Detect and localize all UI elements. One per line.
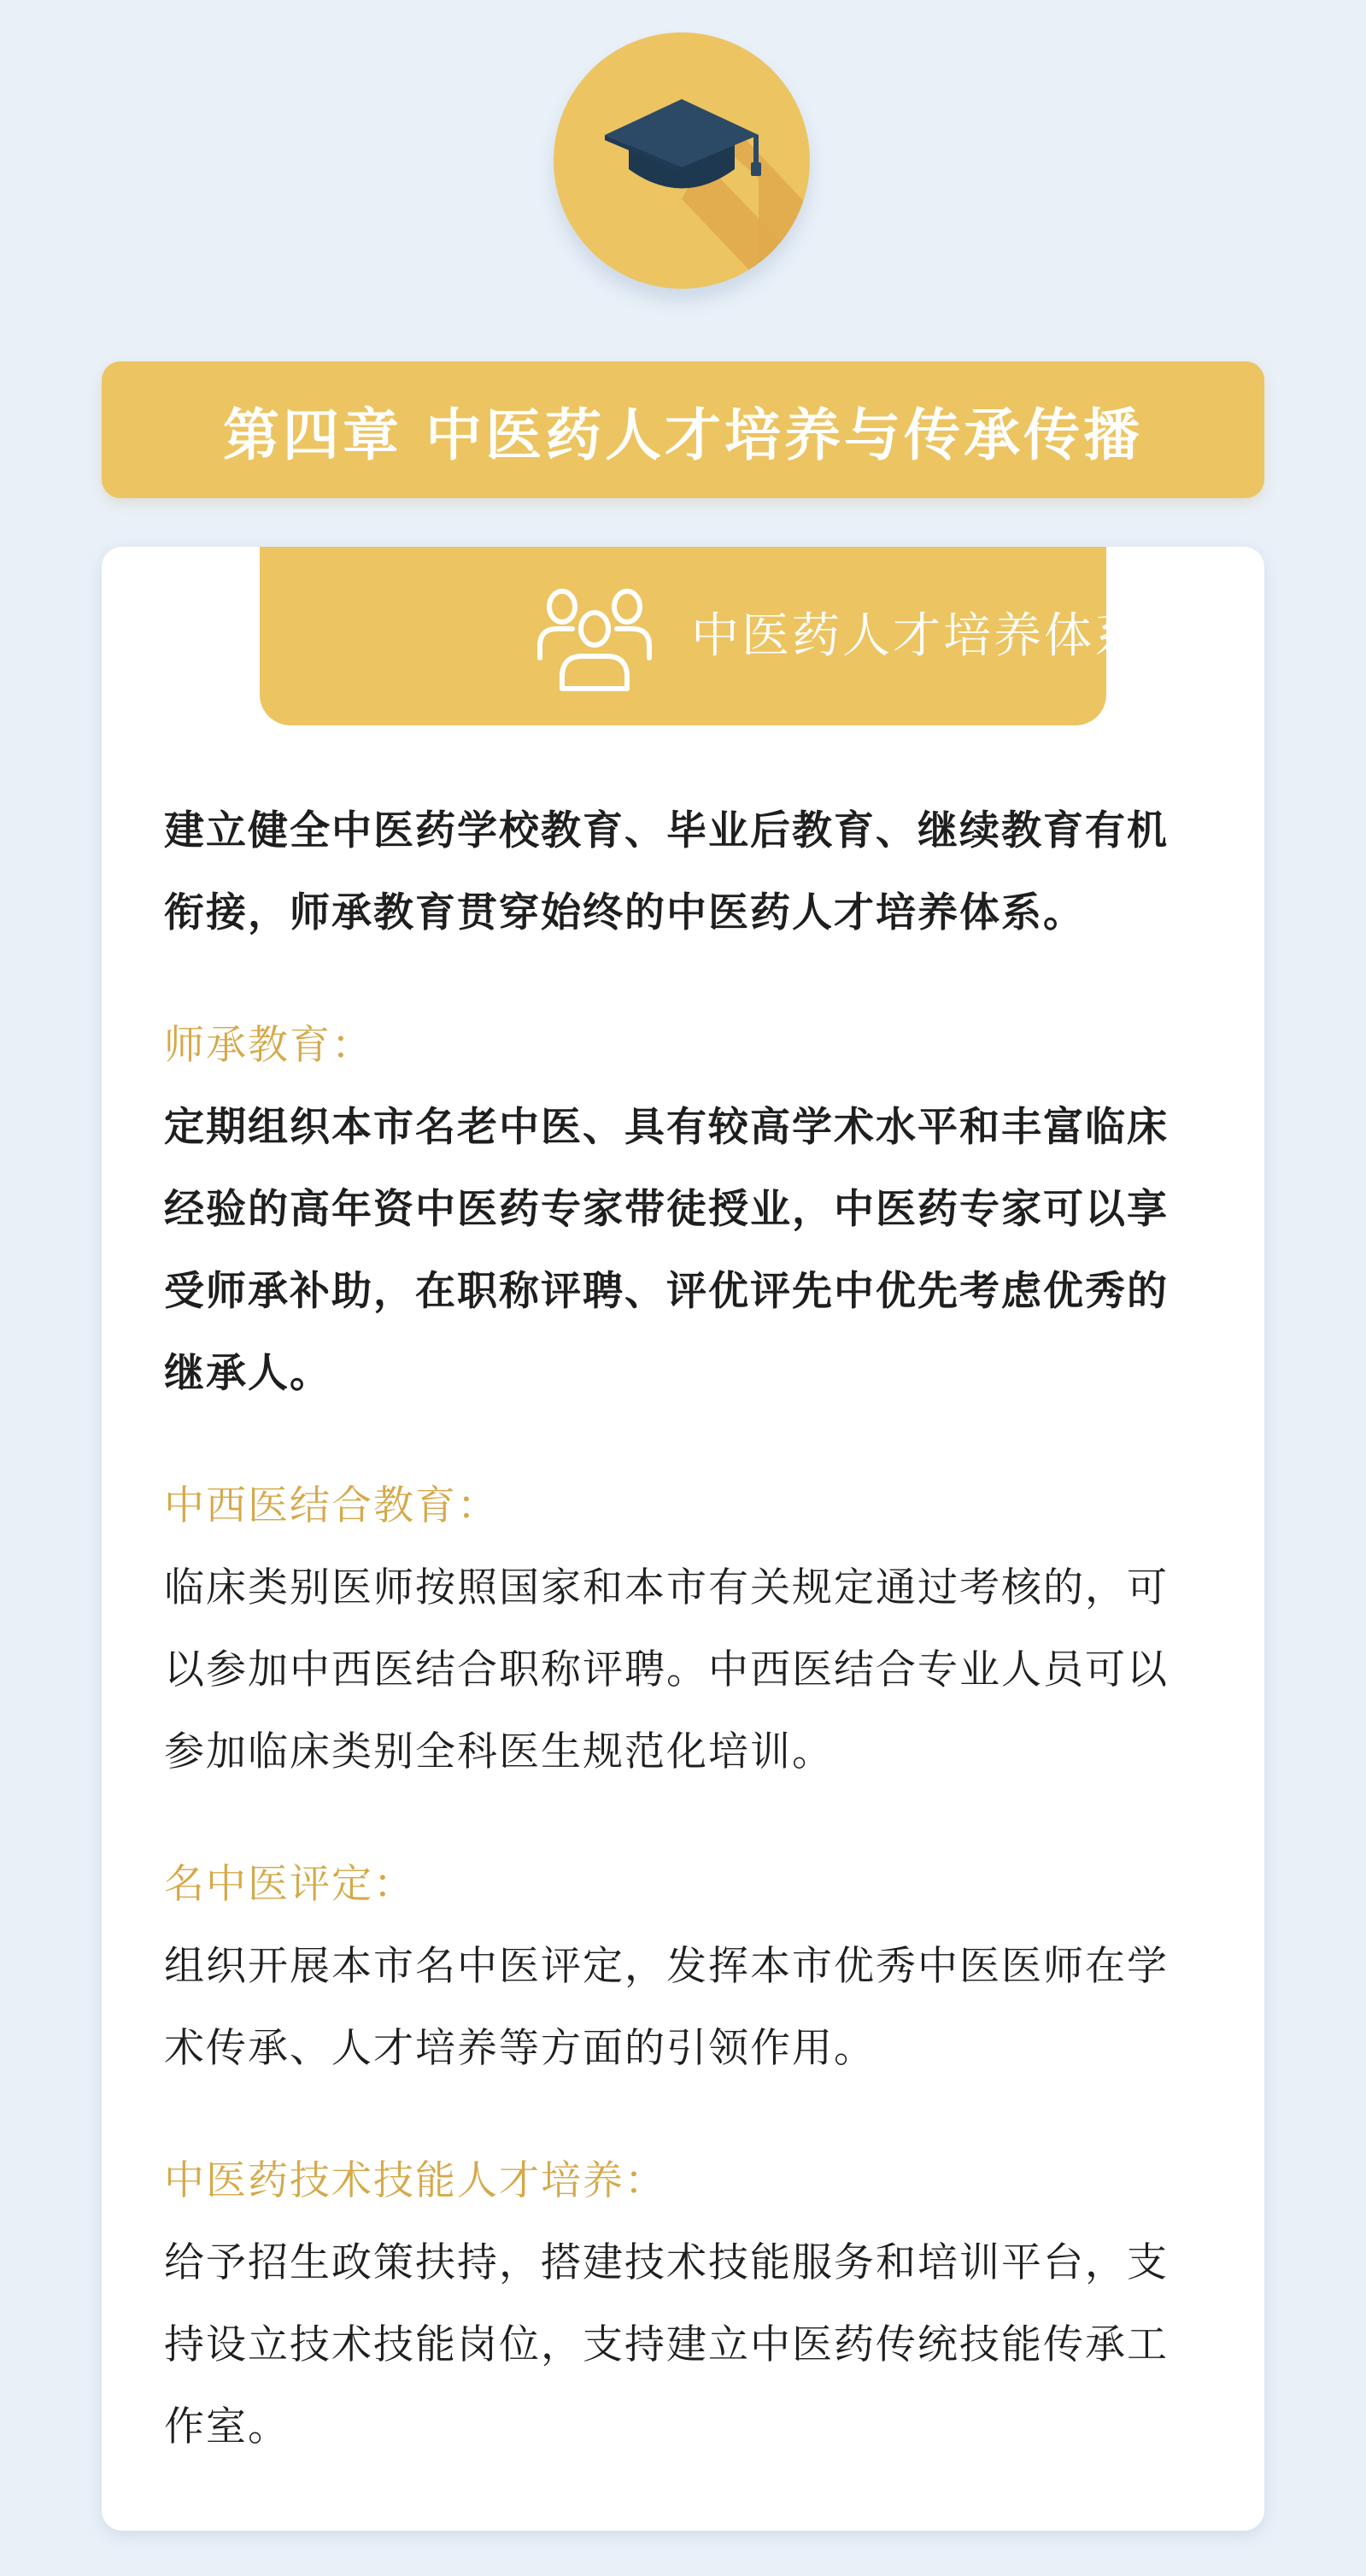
item-body: 定期组织本市名老中医、具有较高学术水平和丰富临床经验的高年资中医药专家带徒授业，中医药专家可以享受师承补助，在职称评聘、评优评先中优先考虑优秀的继承人。: [164, 1104, 1169, 1397]
item-heading: 中西医结合教育：: [164, 1482, 499, 1529]
intro-paragraph: 建立健全中医药学校教育、毕业后教育、继续教育有机衔接，师承教育贯穿始终的中医药人才培养体系。: [164, 807, 1169, 936]
item-famous-doctor-evaluation: [164, 1844, 1208, 2090]
section-header-tab: [260, 547, 1145, 725]
item-integrated-education: [164, 1465, 1208, 1793]
chapter-banner: [102, 361, 1264, 498]
item-technical-talent: [164, 2140, 1208, 2468]
item-body: 临床类别医师按照国家和本市有关规定通过考核的，可以参加中西医结合职称评聘。中西医结合专业人员可以参加临床类别全科医生规范化培训。: [164, 1564, 1169, 1775]
graduation-cap-icon: [554, 32, 810, 289]
item-body: 给予招生政策扶持，搭建技术技能服务和培训平台，支持设立技术技能岗位，支持建立中医药传统技能传承工作室。: [164, 2239, 1169, 2450]
item-mentorship: [164, 1005, 1208, 1415]
chapter-title: 第四章 中医药人才培养与传承传播: [223, 402, 1143, 468]
item-heading: 师承教育：: [164, 1022, 373, 1069]
item-heading: 中医药技术技能人才培养：: [164, 2157, 666, 2204]
content-card: [102, 547, 1264, 2531]
people-group-icon: [535, 584, 654, 695]
section-content: [164, 790, 1208, 2468]
section-title: 中医药人才培养体系: [691, 608, 1145, 664]
item-body: 组织开展本市名中医评定，发挥本市优秀中医医师在学术传承、人才培养等方面的引领作用。: [164, 1943, 1169, 2072]
graduation-badge: [554, 32, 810, 289]
item-heading: 名中医评定：: [164, 1861, 415, 1908]
